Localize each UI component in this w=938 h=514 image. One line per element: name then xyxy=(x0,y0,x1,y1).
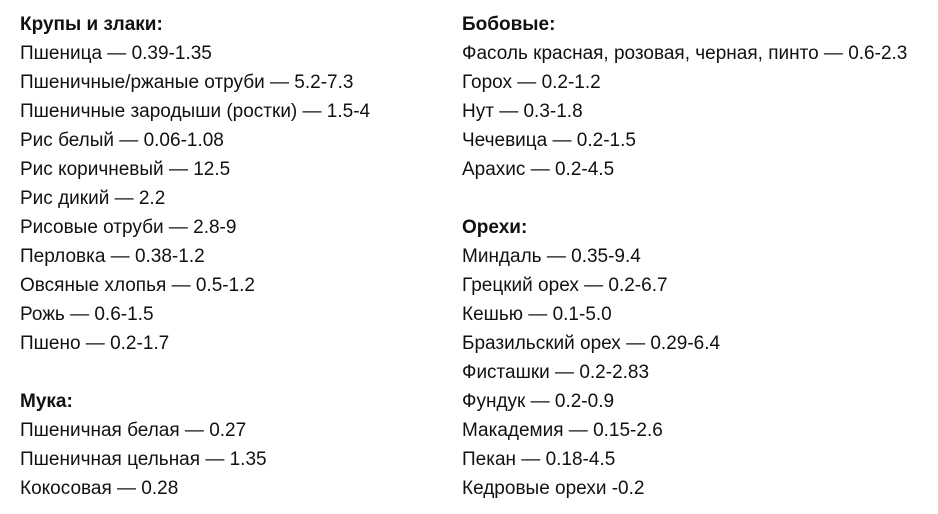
list-item: Горох — 0.2-1.2 xyxy=(462,72,601,93)
list-item: Рожь — 0.6-1.5 xyxy=(20,304,154,325)
section-title: Бобовые: xyxy=(462,14,556,35)
list-item: Кедровые орехи -0.2 xyxy=(462,478,645,499)
left-column xyxy=(20,10,440,503)
list-item: Овсяные хлопья — 0.5-1.2 xyxy=(20,275,255,296)
list-item: Пшеница — 0.39-1.35 xyxy=(20,43,212,64)
list-item: Нут — 0.3-1.8 xyxy=(462,101,583,122)
list-item: Кокосовая — 0.28 xyxy=(20,478,179,499)
list-item: Пшеничная цельная — 1.35 xyxy=(20,449,267,470)
section-legumes xyxy=(462,10,932,184)
list-item: Пекан — 0.18-4.5 xyxy=(462,449,616,470)
list-item: Перловка — 0.38-1.2 xyxy=(20,246,205,267)
list-item: Чечевица — 0.2-1.5 xyxy=(462,130,636,151)
list-item: Фисташки — 0.2-2.83 xyxy=(462,362,650,383)
list-item: Пшеничные зародыши (ростки) — 1.5-4 xyxy=(20,101,371,122)
list-item: Рис белый — 0.06-1.08 xyxy=(20,130,224,151)
list-item: Грецкий орех — 0.2-6.7 xyxy=(462,275,668,296)
list-item: Рисовые отруби — 2.8-9 xyxy=(20,217,237,238)
list-item: Пшеничная белая — 0.27 xyxy=(20,420,247,441)
list-item: Миндаль — 0.35-9.4 xyxy=(462,246,641,267)
list-item: Кешью — 0.1-5.0 xyxy=(462,304,612,325)
section-nuts xyxy=(462,213,932,503)
list-item: Фундук — 0.2-0.9 xyxy=(462,391,615,412)
list-item: Рис дикий — 2.2 xyxy=(20,188,166,209)
list-item: Фасоль красная, розовая, черная, пинто — 0.6-2.3 xyxy=(462,43,908,64)
list-item: Макадемия — 0.15-2.6 xyxy=(462,420,663,441)
list-item: Пшеничные/ржаные отруби — 5.2-7.3 xyxy=(20,72,354,93)
list-item: Пшено — 0.2-1.7 xyxy=(20,333,170,354)
list-item: Бразильский орех — 0.29-6.4 xyxy=(462,333,721,354)
section-spacer xyxy=(462,184,932,213)
section-title: Крупы и злаки: xyxy=(20,14,163,35)
section-flour xyxy=(20,387,440,503)
section-title: Мука: xyxy=(20,391,73,412)
section-grains xyxy=(20,10,440,358)
section-title: Орехи: xyxy=(462,217,528,238)
right-column xyxy=(462,10,932,503)
list-item: Арахис — 0.2-4.5 xyxy=(462,159,615,180)
list-item: Рис коричневый — 12.5 xyxy=(20,159,231,180)
section-spacer xyxy=(20,358,440,387)
